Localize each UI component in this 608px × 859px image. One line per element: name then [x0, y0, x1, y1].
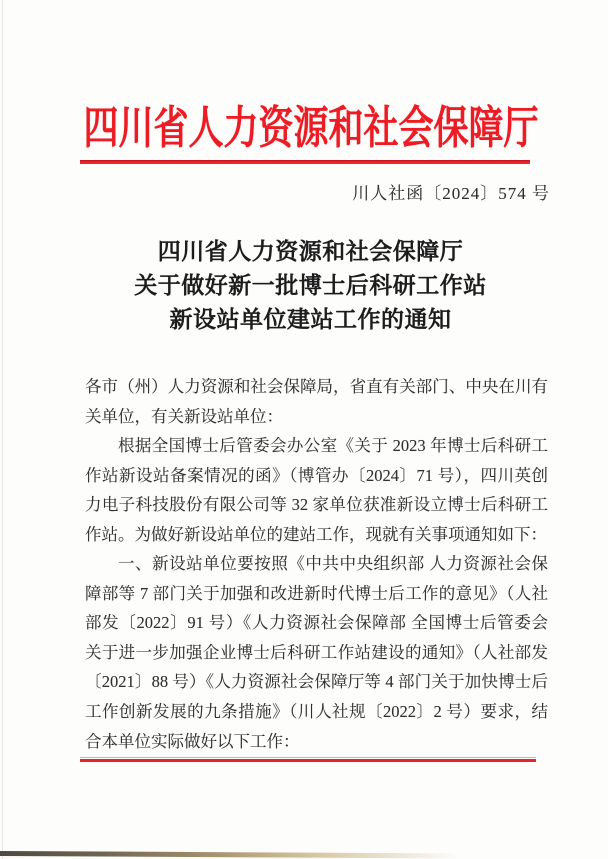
body-line: 部发〔2022〕91 号）《人力资源社会保障部 全国博士后管委会: [85, 613, 548, 633]
body-line: 关于进一步加强企业博士后科研工作站建设的通知》（人社部发: [85, 642, 548, 662]
notice-title: [78, 235, 543, 337]
scan-edge-line: [2, 0, 3, 859]
body-line: 障部等 7 部门关于加强和改进新时代博士后工作的意见》（人社: [85, 583, 548, 603]
document-reference-number: 川人社函〔2024〕574 号: [352, 184, 550, 203]
agency-masthead: 四川省人力资源和社会保障厅: [83, 103, 539, 154]
body-line: 各市（州）人力资源和社会保障局，省直有关部门、中央在川有: [85, 377, 548, 396]
masthead-divider-rule: [80, 160, 530, 164]
body-line: 工作创新发展的九条措施》（川人社规〔2022〕2 号）要求，结: [85, 702, 548, 722]
body-line: 关单位，有关新设站单位：: [85, 406, 283, 426]
notice-body: [85, 372, 548, 756]
body-line: 作站新设站备案情况的函》（博管办〔2024〕71 号），四川英创: [85, 465, 548, 485]
notice-title-line-3: 新设站单位建站工作的通知: [169, 307, 452, 332]
notice-title-line-2: 关于做好新一批博士后科研工作站: [134, 273, 487, 298]
body-line: 合本单位实际做好以下工作：: [85, 731, 300, 751]
body-line: 一、新设站单位要按照《中共中央组织部 人力资源社会保: [118, 554, 548, 574]
body-line: 〔2021〕88 号）《人力资源社会保障厅等 4 部门关于加快博士后: [85, 672, 548, 692]
body-line: 根据全国博士后管委会办公室《关于 2023 年博士后科研工: [118, 436, 548, 456]
body-line: 力电子科技股份有限公司等 32 家单位获准新设立博士后科研工: [85, 495, 548, 515]
notice-title-line-1: 四川省人力资源和社会保障厅: [157, 239, 464, 264]
scan-shadow-artifact: [0, 851, 478, 858]
footer-divider-rule: [80, 757, 536, 762]
body-line: 作站。为做好新设站单位的建站工作，现就有关事项通知如下：: [85, 524, 547, 544]
